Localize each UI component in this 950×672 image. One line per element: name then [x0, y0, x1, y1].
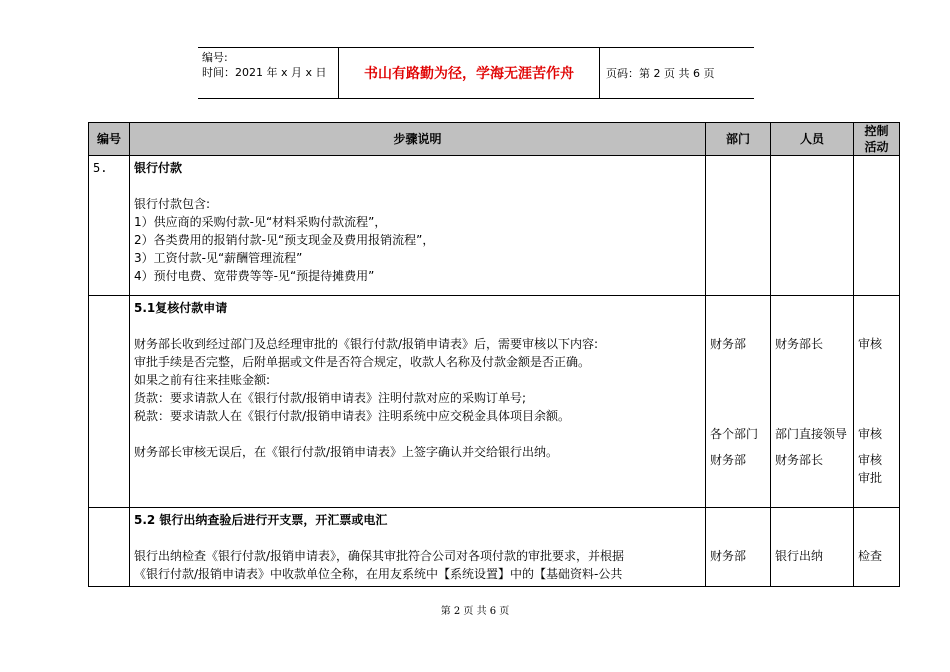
step-line: 2）各类费用的报销付款-见“预支现金及费用报销流程”，	[134, 233, 435, 247]
control-value: 审核	[858, 337, 883, 351]
person-cell	[771, 156, 854, 296]
header-motto: 书山有路勤为径，学海无涯苦作舟	[364, 66, 574, 82]
person-value: 财务部长	[775, 453, 824, 467]
col-header-number: 编号	[89, 123, 130, 156]
person-value: 银行出纳	[775, 549, 824, 563]
dept-value: 财务部	[710, 337, 747, 351]
number-label: 编号:	[202, 51, 228, 64]
row-number: 5.	[89, 156, 130, 296]
col-header-control-line1: 控制	[864, 124, 889, 138]
step-title: 银行付款	[134, 161, 183, 175]
time-label: 时间：2021 年 x 月 x 日	[202, 66, 327, 79]
col-header-steps: 步骤说明	[130, 123, 706, 156]
dept-cell	[706, 156, 771, 296]
col-header-control-line2: 活动	[864, 140, 889, 154]
person-value: 财务部长	[775, 337, 824, 351]
person-value: 部门直接领导	[775, 427, 848, 441]
table-row	[89, 296, 900, 508]
step-line: 财务部长收到经过部门及总经理审批的《银行付款/报销申请表》后，需要审核以下内容:	[134, 337, 599, 351]
dept-value: 各个部门	[710, 427, 759, 441]
step-line: 审批手续是否完整，后附单据或文件是否符合规定，收款人名称及付款金额是否正确。	[134, 355, 591, 369]
procedure-table	[88, 122, 900, 587]
control-value: 审核	[858, 453, 883, 467]
step-title-text: 复核付款申请	[155, 301, 228, 315]
control-cell	[854, 508, 900, 587]
step-description	[130, 508, 706, 587]
person-cell	[771, 296, 854, 508]
step-line: 银行付款包含:	[134, 197, 211, 211]
step-line: 银行出纳检查《银行付款/报销申请表》，确保其审批符合公司对各项付款的审批要求，并根据	[134, 549, 625, 563]
col-header-person: 人员	[771, 123, 854, 156]
dept-value: 财务部	[710, 549, 747, 563]
page-header	[198, 47, 754, 99]
control-cell	[854, 156, 900, 296]
dept-cell	[706, 508, 771, 587]
control-cell	[854, 296, 900, 508]
table-row	[89, 508, 900, 587]
col-header-control	[854, 123, 900, 156]
page-footer: 第 2 页 共 6 页	[440, 606, 510, 617]
control-value: 审批	[858, 471, 883, 485]
person-cell	[771, 508, 854, 587]
dept-value: 财务部	[710, 453, 747, 467]
col-header-dept: 部门	[706, 123, 771, 156]
control-value: 检查	[858, 549, 883, 563]
header-meta	[202, 50, 338, 80]
step-line: 财务部长审核无误后，在《银行付款/报销申请表》上签字确认并交给银行出纳。	[134, 445, 559, 459]
control-value: 审核	[858, 427, 883, 441]
step-line: 货款：要求请款人在《银行付款/报销申请表》注明付款对应的采购订单号;	[134, 391, 527, 405]
step-title: 5.2 银行出纳查验后进行开支票，开汇票或电汇	[134, 513, 388, 527]
row-number	[89, 296, 130, 508]
header-divider	[599, 48, 600, 98]
header-page-label: 页码：第 2 页 共 6 页	[606, 67, 715, 80]
step-line: 税款：要求请款人在《银行付款/报销申请表》注明系统中应交税金具体项目余额。	[134, 409, 571, 423]
step-line: 1）供应商的采购付款-见“材料采购付款流程”，	[134, 215, 387, 229]
step-line: 4）预付电费、宽带费等等-见“预提待摊费用”	[134, 269, 375, 283]
step-description	[130, 156, 706, 296]
step-title	[134, 299, 701, 317]
step-line: 《银行付款/报销申请表》中收款单位全称，在用友系统中【系统设置】中的【基础资料-公共	[134, 567, 623, 581]
step-line: 3）工资付款-见“薪酬管理流程”	[134, 251, 303, 265]
table-header-row	[89, 123, 900, 156]
table-row	[89, 156, 900, 296]
row-number	[89, 508, 130, 587]
step-line: 如果之前有往来挂账金额:	[134, 373, 271, 387]
step-description	[130, 296, 706, 508]
step-title-number: 5.1	[134, 301, 156, 315]
dept-cell	[706, 296, 771, 508]
